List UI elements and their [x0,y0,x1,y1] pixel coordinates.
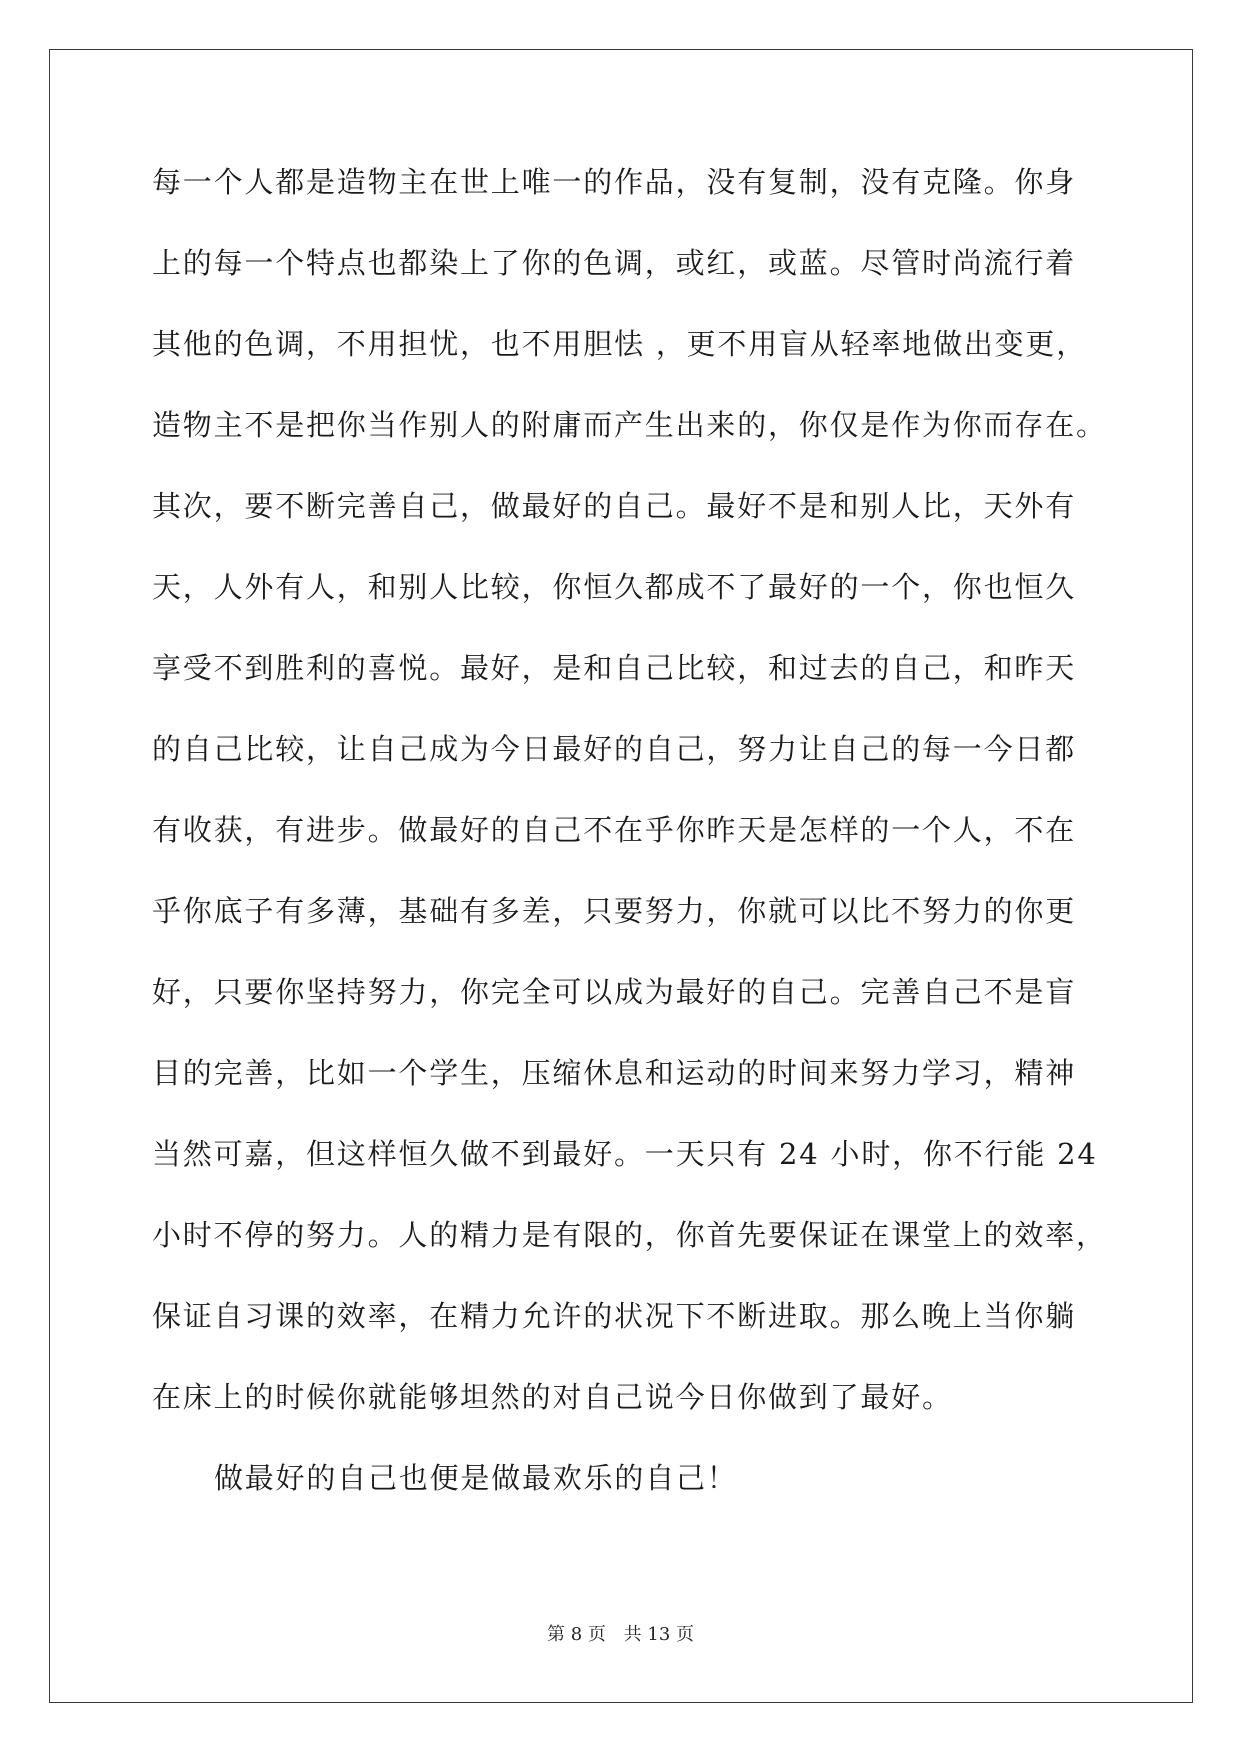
text-line: 目的完善，比如一个学生，压缩休息和运动的时间来努力学习，精神 [152,1056,1077,1090]
text-line: 乎你底子有多薄，基础有多差，只要努力，你就可以比不努力的你更 [152,894,1077,928]
text-line: 保证自习课的效率，在精力允许的状况下不断进取。那么晚上当你躺 [152,1299,1077,1333]
page-footer [0,1620,1241,1646]
text-line: 有收获，有进步。做最好的自己不在乎你昨天是怎样的一个人，不在 [152,813,1077,847]
document-body [152,152,1112,1529]
text-line: 好，只要你坚持努力，你完全可以成为最好的自己。完善自己不是盲 [152,975,1077,1009]
page-total: 共 13 页 [623,1624,694,1645]
text-line: 天，人外有人，和别人比较，你恒久都成不了最好的一个，你也恒久 [152,570,1077,604]
page-number: 第 8 页 [547,1624,606,1645]
text-line: 其他的色调，不用担忧，也不用胆怯 ，更不用盲从轻率地做出变更， [152,327,1088,361]
text-line: 享受不到胜利的喜悦。最好，是和自己比较，和过去的自己，和昨天 [152,651,1077,685]
text-line: 小时不停的努力。人的精力是有限的，你首先要保证在课堂上的效率， [152,1218,1107,1252]
text-line: 当然可嘉，但这样恒久做不到最好。一天只有 24 小时，你不行能 24 [152,1137,1098,1171]
text-line: 其次，要不断完善自己，做最好的自己。最好不是和别人比，天外有 [152,489,1077,523]
text-line: 的自己比较，让自己成为今日最好的自己，努力让自己的每一今日都 [152,732,1077,766]
text-line: 上的每一个特点也都染上了你的色调，或红，或蓝。尽管时尚流行着 [152,246,1077,280]
text-line: 每一个人都是造物主在世上唯一的作品，没有复制，没有克隆。你身 [152,165,1077,199]
text-line: 造物主不是把你当作别人的附庸而产生出来的，你仅是作为你而存在。 [152,408,1107,442]
closing-paragraph: 做最好的自己也便是做最欢乐的自己！ [214,1461,738,1495]
text-line: 在床上的时候你就能够坦然的对自己说今日你做到了最好。 [152,1380,953,1414]
